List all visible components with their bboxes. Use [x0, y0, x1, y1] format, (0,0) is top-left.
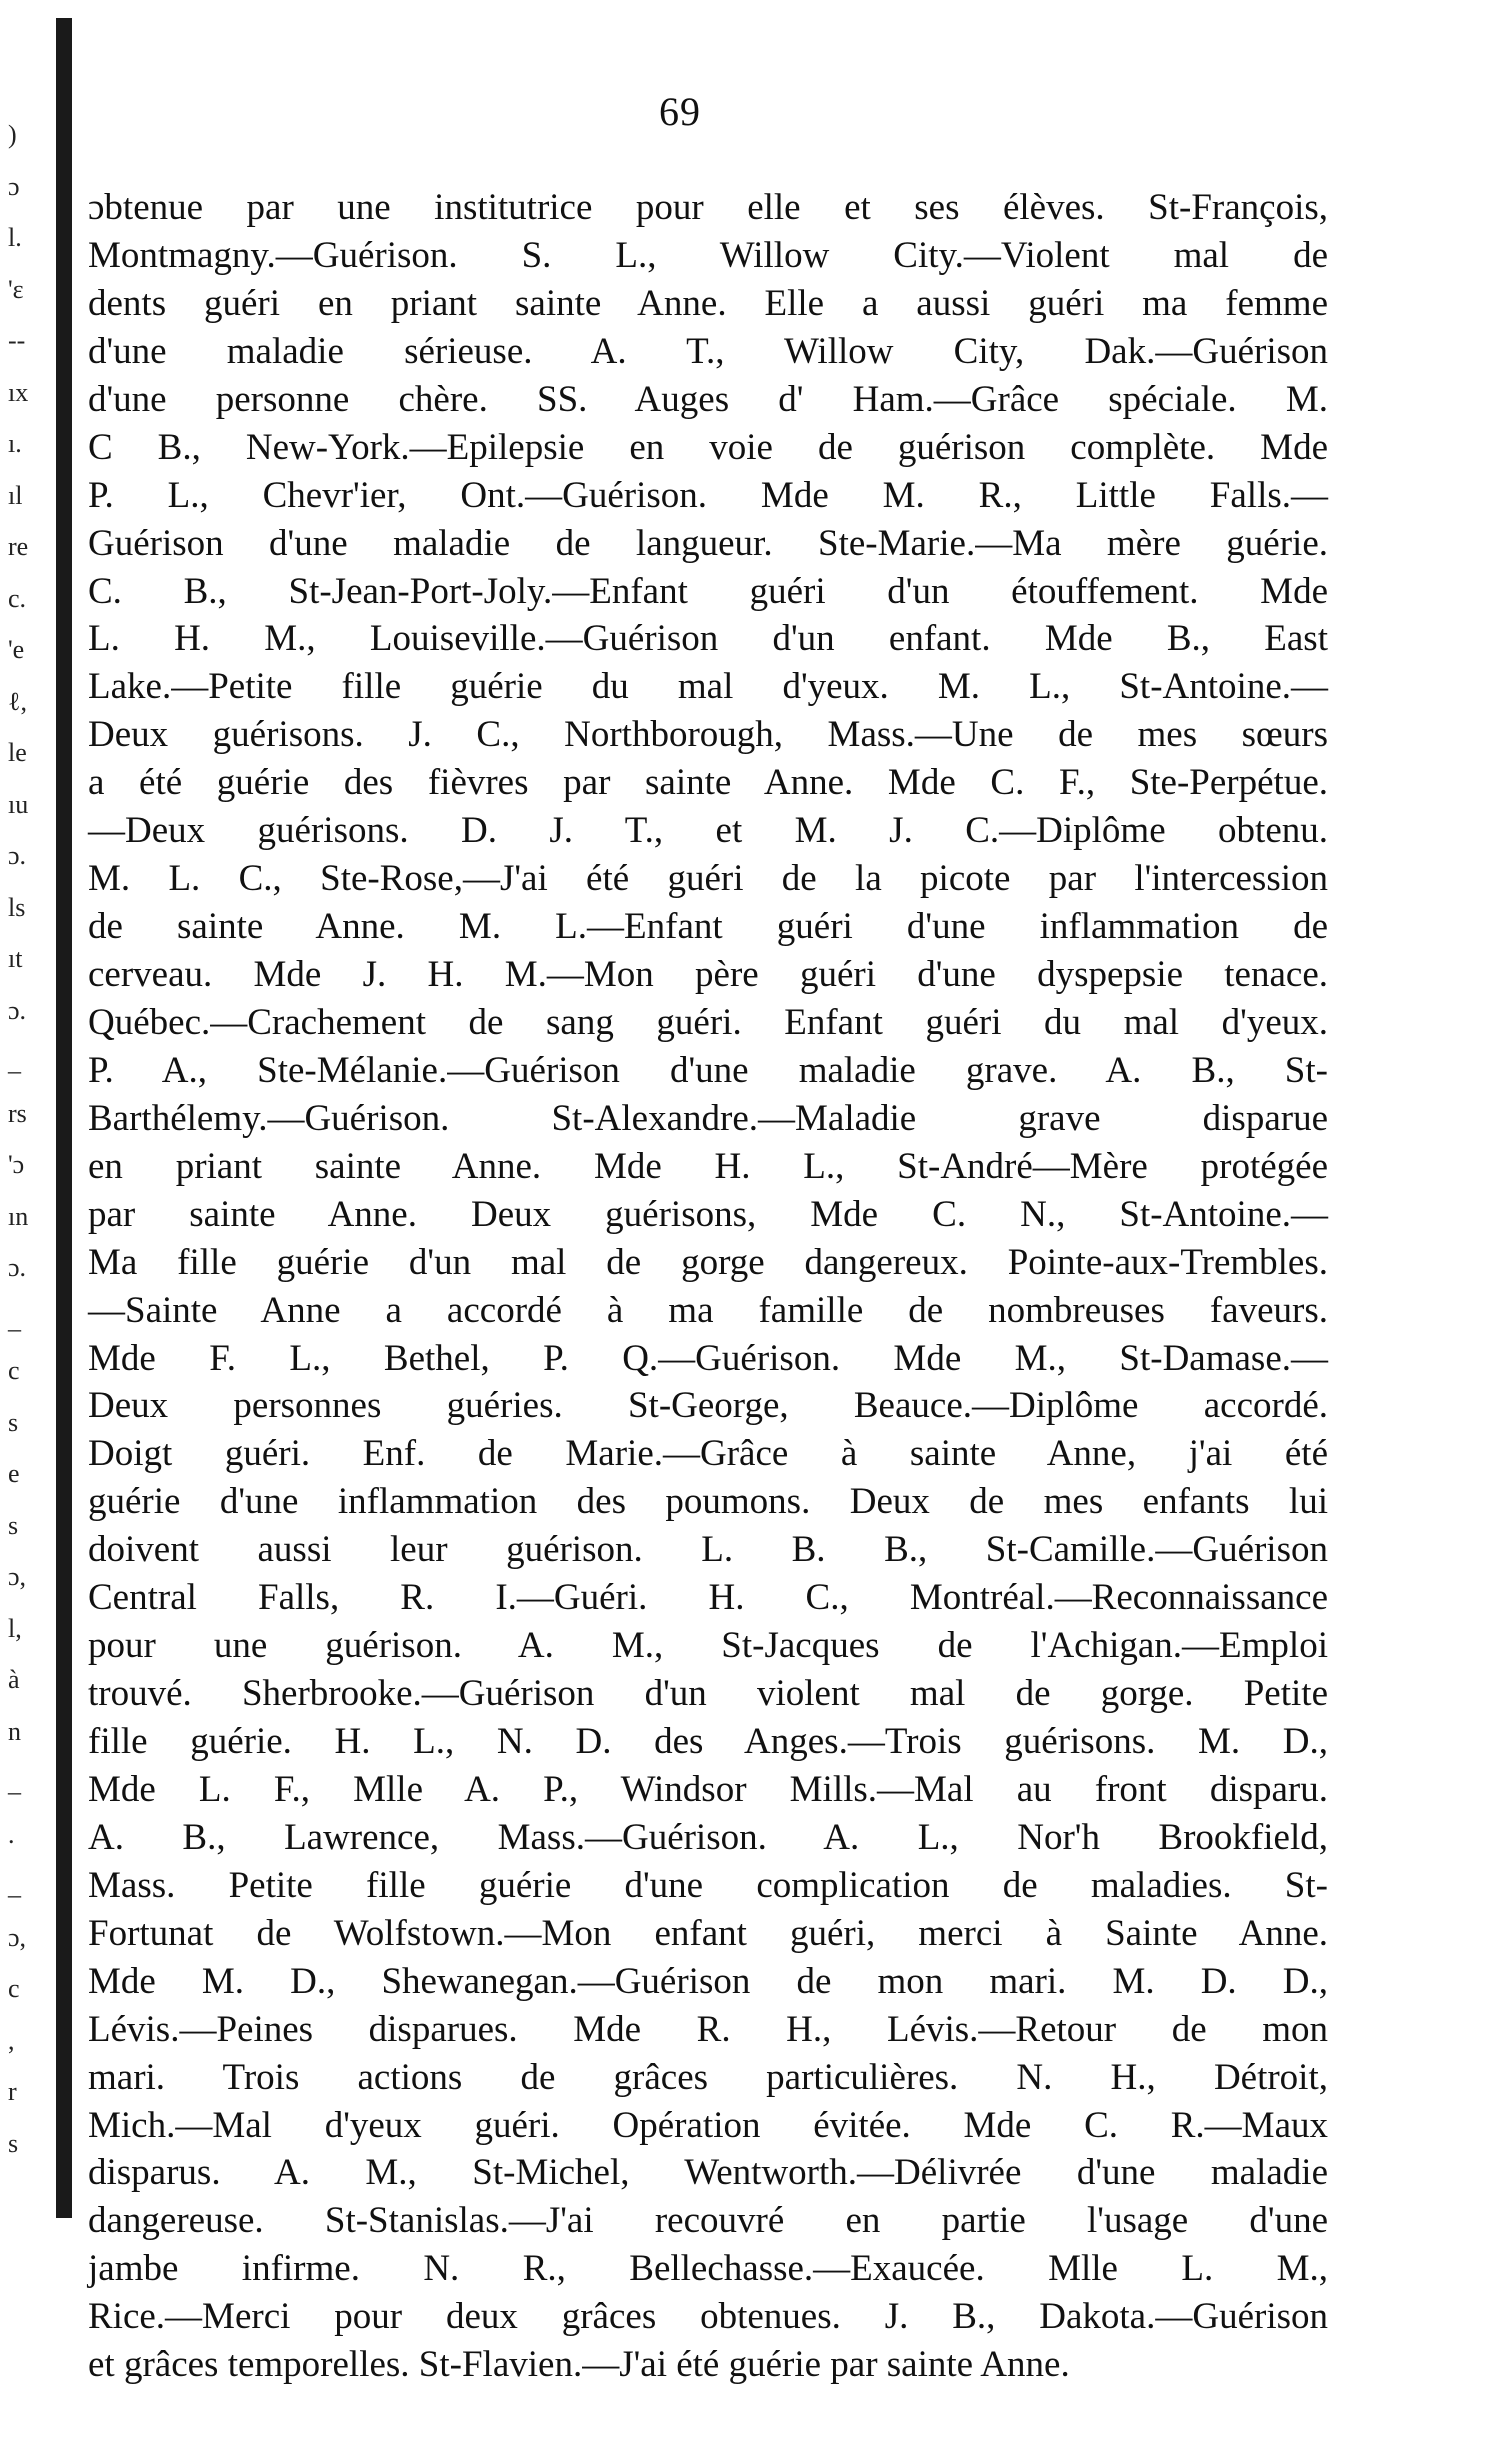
text-line: —Sainte Anne a accordé à ma famille de nombreuses faveurs.	[88, 1289, 1328, 1331]
text-line: disparus. A. M., St-Michel, Wentworth.—Délivrée d'une maladie	[88, 2152, 1328, 2194]
text-line: trouvé. Sherbrooke.—Guérison d'un violent mal de gorge. Petite	[88, 1673, 1328, 1715]
text-line: mari. Trois actions de grâces particulières. N. H., Détroit,	[88, 2056, 1328, 2098]
page-number: 69	[659, 89, 701, 134]
margin-fragment: s	[8, 1407, 19, 1437]
text-line: Central Falls, R. I.—Guéri. H. C., Montréal.—Reconnaissance	[88, 1577, 1328, 1619]
text-line: jambe infirme. N. R., Bellechasse.—Exaucée. Mlle L. M.,	[88, 2248, 1328, 2290]
text-line: C B., New-York.—Epilepsie en voie de guérison complète. Mde	[88, 426, 1328, 468]
text-line: Mich.—Mal d'yeux guéri. Opération évitée. Mde C. R.—Maux	[88, 2104, 1328, 2146]
text-line: de sainte Anne. M. L.—Enfant guéri d'une inflammation de	[88, 906, 1328, 948]
text-line: Deux guérisons. J. C., Northborough, Mass.—Une de mes sœurs	[88, 714, 1328, 756]
text-line: cerveau. Mde J. H. M.—Mon père guéri d'une dyspepsie tenace.	[88, 954, 1328, 995]
text-line: Mde F. L., Bethel, P. Q.—Guérison. Mde M., St-Damase.—	[88, 1337, 1328, 1379]
text-line: P. L., Chevr'ier, Ont.—Guérison. Mde M. R., Little Falls.—	[88, 474, 1328, 516]
text-line: Montmagny.—Guérison. S. L., Willow City.—Violent mal de	[88, 234, 1328, 276]
margin-fragment: 'ɛ	[8, 274, 24, 304]
text-line: dangereuse. St-Stanislas.—J'ai recouvré en partie l'usage d'une	[88, 2200, 1328, 2242]
margin-fragment: c	[8, 1974, 20, 2003]
margin-fragment: ɔ,	[8, 1562, 27, 1591]
margin-fragment: )	[8, 120, 17, 149]
text-line: Mde L. F., Mlle A. P., Windsor Mills.—Mal au front disparu.	[88, 1768, 1328, 1810]
binding-gutter	[56, 18, 72, 2218]
margin-fragment: 'ɔ	[8, 1150, 25, 1179]
margin-fragment: --	[8, 326, 26, 355]
margin-fragment: ɔ.	[8, 995, 27, 1025]
text-line: ɔbtenue par une institutrice pour elle et ses élèves. St-François,	[88, 187, 1328, 228]
margin-fragment: ɔ.	[8, 841, 27, 870]
margin-fragment: ,	[8, 2025, 15, 2055]
text-line: guérie d'une inflammation des poumons. Deux de mes enfants lui	[88, 1481, 1328, 1523]
text-line: Mass. Petite fille guérie d'une complication de maladies. St-	[88, 1864, 1328, 1906]
text-line: et grâces temporelles. St-Flavien.—J'ai été guérie par sainte Anne.	[88, 2344, 1070, 2386]
text-line: Lake.—Petite fille guérie du mal d'yeux. M. L., St-Antoine.—	[88, 666, 1328, 708]
margin-fragment: _	[8, 1871, 21, 1900]
margin-fragment: r	[8, 2077, 17, 2106]
margin-fragment: ɔ.	[8, 1253, 27, 1282]
margin-fragment: _	[8, 1304, 21, 1334]
margin-fragment: re	[8, 532, 29, 561]
adjacent-page-margin	[0, 0, 54, 2447]
margin-fragment: .	[8, 1819, 15, 1849]
text-line: Lévis.—Peines disparues. Mde R. H., Lévis.—Retour de mon	[88, 2008, 1328, 2050]
text-line: Deux personnes guéries. St-George, Beauce.—Diplôme accordé.	[88, 1385, 1328, 1427]
margin-fragment: c.	[8, 583, 27, 613]
margin-fragment: _	[8, 1047, 21, 1076]
margin-fragment: s	[8, 2128, 19, 2158]
text-line: d'une maladie sérieuse. A. T., Willow City, Dak.—Guérison	[88, 330, 1328, 372]
text-line: Fortunat de Wolfstown.—Mon enfant guéri, merci à Sainte Anne.	[88, 1912, 1328, 1954]
margin-fragment: ɔ	[8, 171, 20, 201]
text-line: fille guérie. H. L., N. D. des Anges.—Trois guérisons. M. D.,	[88, 1721, 1328, 1762]
margin-fragment: ıl	[8, 480, 23, 510]
text-line: M. L. C., Ste-Rose,—J'ai été guéri de la picote par l'intercession	[88, 858, 1328, 900]
text-line: d'une personne chère. SS. Auges d' Ham.—Grâce spéciale. M.	[88, 378, 1328, 420]
text-line: Québec.—Crachement de sang guéri. Enfant guéri du mal d'yeux.	[88, 1001, 1328, 1043]
text-line: —Deux guérisons. D. J. T., et M. J. C.—Diplôme obtenu.	[88, 810, 1328, 852]
text-line: Guérison d'une maladie de langueur. Ste-Marie.—Ma mère guérie.	[88, 522, 1328, 564]
text-line: C. B., St-Jean-Port-Joly.—Enfant guéri d'un étouffement. Mde	[88, 570, 1328, 612]
margin-fragment: _	[8, 1768, 21, 1797]
text-line: Barthélemy.—Guérison. St-Alexandre.—Maladie grave disparue	[88, 1097, 1328, 1139]
margin-fragment: à	[8, 1665, 20, 1694]
margin-fragment: ın	[8, 1201, 29, 1231]
margin-fragment: ı.	[8, 429, 22, 458]
text-line: Rice.—Merci pour deux grâces obtenues. J. B., Dakota.—Guérison	[88, 2296, 1328, 2338]
text-line: pour une guérison. A. M., St-Jacques de l'Achigan.—Emploi	[88, 1625, 1328, 1667]
margin-fragment: 'e	[8, 635, 25, 664]
text-line: par sainte Anne. Deux guérisons, Mde C. N., St-Antoine.—	[88, 1193, 1328, 1235]
margin-fragment: e	[8, 1459, 20, 1488]
text-line: en priant sainte Anne. Mde H. L., St-André—Mère protégée	[88, 1145, 1328, 1187]
margin-fragment: ℓ,	[8, 686, 27, 716]
margin-fragment: l.	[8, 223, 22, 252]
margin-fragment: s	[8, 1510, 19, 1540]
margin-fragment: rs	[8, 1098, 27, 1128]
margin-fragment: ıt	[8, 944, 23, 973]
margin-fragment: ɔ,	[8, 1922, 27, 1952]
margin-fragment: ıu	[8, 789, 29, 819]
margin-fragment: c	[8, 1356, 20, 1385]
text-line: Mde M. D., Shewanegan.—Guérison de mon mari. M. D. D.,	[88, 1960, 1328, 2002]
text-line: A. B., Lawrence, Mass.—Guérison. A. L., Nor'h Brookfield,	[88, 1816, 1328, 1858]
margin-fragment: l,	[8, 1613, 22, 1643]
margin-fragment: ıx	[8, 377, 29, 407]
text-line: P. A., Ste-Mélanie.—Guérison d'une maladie grave. A. B., St-	[88, 1049, 1328, 1091]
page-body-text	[88, 184, 1328, 2389]
text-line: dents guéri en priant sainte Anne. Elle a aussi guéri ma femme	[88, 282, 1328, 324]
text-line: a été guérie des fièvres par sainte Anne. Mde C. F., Ste-Perpétue.	[88, 762, 1328, 804]
margin-fragment: ls	[8, 892, 26, 922]
text-line: doivent aussi leur guérison. L. B. B., St-Camille.—Guérison	[88, 1529, 1328, 1571]
text-line: Ma fille guérie d'un mal de gorge dangereux. Pointe-aux-Trembles.	[88, 1241, 1328, 1283]
text-line: Doigt guéri. Enf. de Marie.—Grâce à sainte Anne, j'ai été	[88, 1433, 1328, 1475]
text-line: L. H. M., Louiseville.—Guérison d'un enfant. Mde B., East	[88, 618, 1328, 660]
margin-fragment: n	[8, 1716, 21, 1746]
margin-fragment: le	[8, 738, 27, 767]
